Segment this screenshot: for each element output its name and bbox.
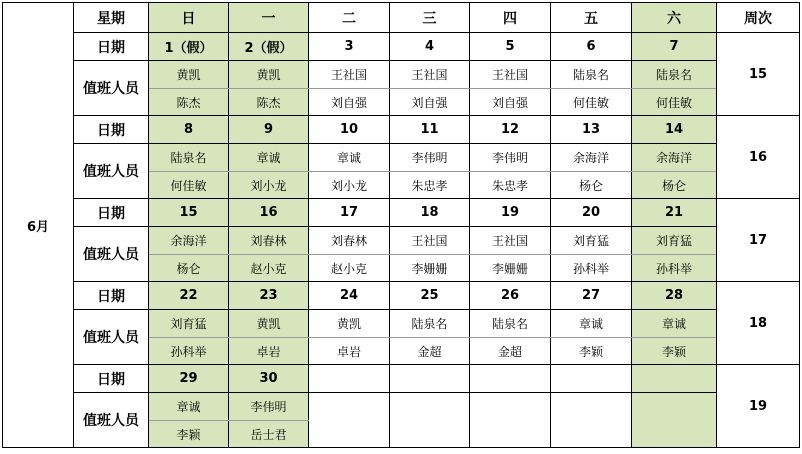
- day-header-thu: 四: [470, 3, 551, 33]
- date-cell-fri: 6: [551, 33, 632, 61]
- duty-row-label: 值班人员: [74, 144, 149, 199]
- duty-person-cell: 王社国: [470, 61, 551, 89]
- duty-person-cell: [309, 393, 390, 421]
- day-header-tue: 二: [309, 3, 390, 33]
- duty-person-cell: 孙科举: [149, 338, 229, 365]
- date-row: [3, 282, 800, 310]
- duty-person-cell: 章诚: [632, 310, 717, 338]
- date-cell-thu: 26: [470, 282, 551, 310]
- duty-person-cell: 刘自强: [470, 89, 551, 116]
- date-cell-thu: [470, 365, 551, 393]
- date-cell-sun: 1（假）: [149, 33, 229, 61]
- duty-person-cell: 余海洋: [149, 227, 229, 255]
- duty-person-cell: 李姗姗: [390, 255, 470, 282]
- day-header-mon: 一: [229, 3, 309, 33]
- duty-person-cell: [390, 393, 470, 421]
- date-cell-tue: 24: [309, 282, 390, 310]
- duty-person-cell: 朱忠孝: [470, 172, 551, 199]
- duty-person-cell: 陆泉名: [390, 310, 470, 338]
- duty-person-cell: 李姗姗: [470, 255, 551, 282]
- date-cell-thu: 5: [470, 33, 551, 61]
- duty-person-cell: 李颖: [149, 421, 229, 448]
- duty-person-cell: 刘春林: [309, 227, 390, 255]
- duty-person-cell: 黄凯: [149, 61, 229, 89]
- duty-roster-table: [2, 2, 800, 448]
- duty-person-cell: 陆泉名: [149, 144, 229, 172]
- date-cell-tue: [309, 365, 390, 393]
- duty-person-cell: 何佳敏: [149, 172, 229, 199]
- date-cell-fri: 13: [551, 116, 632, 144]
- duty-person-cell: 王社国: [390, 227, 470, 255]
- date-cell-mon: 16: [229, 199, 309, 227]
- date-cell-fri: 20: [551, 199, 632, 227]
- duty-person-cell: 陆泉名: [632, 61, 717, 89]
- duty-person-cell: 李颖: [632, 338, 717, 365]
- date-cell-thu: 12: [470, 116, 551, 144]
- duty-person-cell: 孙科举: [632, 255, 717, 282]
- date-cell-mon: 23: [229, 282, 309, 310]
- duty-row: [3, 393, 800, 421]
- duty-person-cell: 何佳敏: [551, 89, 632, 116]
- duty-person-cell: 何佳敏: [632, 89, 717, 116]
- date-cell-sun: 29: [149, 365, 229, 393]
- date-row-label: 日期: [74, 33, 149, 61]
- month-cell: 6月: [3, 3, 74, 448]
- duty-person-cell: 金超: [390, 338, 470, 365]
- duty-person-cell: 岳士君: [229, 421, 309, 448]
- duty-person-cell: 刘小龙: [229, 172, 309, 199]
- date-cell-wed: 25: [390, 282, 470, 310]
- date-cell-mon: 9: [229, 116, 309, 144]
- duty-person-cell: [470, 393, 551, 421]
- duty-person-cell: 李颖: [551, 338, 632, 365]
- duty-person-cell: [551, 393, 632, 421]
- duty-row-label: 值班人员: [74, 227, 149, 282]
- date-row-label: 日期: [74, 365, 149, 393]
- duty-person-cell: 李伟明: [390, 144, 470, 172]
- duty-row-label: 值班人员: [74, 61, 149, 116]
- duty-person-cell: 杨仑: [632, 172, 717, 199]
- duty-person-cell: [470, 421, 551, 448]
- duty-person-cell: 陆泉名: [551, 61, 632, 89]
- duty-person-cell: 赵小克: [229, 255, 309, 282]
- date-row: [3, 365, 800, 393]
- duty-person-cell: 刘春林: [229, 227, 309, 255]
- duty-person-cell: 刘自强: [390, 89, 470, 116]
- week-number-cell: 15: [717, 33, 800, 116]
- date-row-label: 日期: [74, 116, 149, 144]
- date-cell-sat: 28: [632, 282, 717, 310]
- date-cell-sat: [632, 365, 717, 393]
- date-cell-wed: 18: [390, 199, 470, 227]
- date-cell-sun: 8: [149, 116, 229, 144]
- weekday-header: 星期: [74, 3, 149, 33]
- date-row-label: 日期: [74, 199, 149, 227]
- week-number-cell: 16: [717, 116, 800, 199]
- date-cell-fri: [551, 365, 632, 393]
- duty-person-cell: 刘育猛: [149, 310, 229, 338]
- duty-person-cell: 刘自强: [309, 89, 390, 116]
- duty-person-cell: 黄凯: [229, 61, 309, 89]
- duty-person-cell: 王社国: [390, 61, 470, 89]
- duty-person-cell: 朱忠孝: [390, 172, 470, 199]
- duty-person-cell: 赵小克: [309, 255, 390, 282]
- date-cell-tue: 3: [309, 33, 390, 61]
- date-cell-sun: 15: [149, 199, 229, 227]
- date-cell-sat: 21: [632, 199, 717, 227]
- week-number-cell: 17: [717, 199, 800, 282]
- duty-person-cell: [632, 393, 717, 421]
- duty-row: [3, 61, 800, 89]
- duty-person-cell: 刘育猛: [632, 227, 717, 255]
- duty-person-cell: [632, 421, 717, 448]
- duty-person-cell: 章诚: [149, 393, 229, 421]
- week-number-header: 周次: [717, 3, 800, 33]
- duty-row-label: 值班人员: [74, 310, 149, 365]
- day-header-fri: 五: [551, 3, 632, 33]
- date-cell-tue: 10: [309, 116, 390, 144]
- duty-person-cell: 陆泉名: [470, 310, 551, 338]
- date-cell-mon: 30: [229, 365, 309, 393]
- header-row: [3, 3, 800, 33]
- duty-person-cell: 王社国: [470, 227, 551, 255]
- duty-person-cell: 章诚: [551, 310, 632, 338]
- date-cell-fri: 27: [551, 282, 632, 310]
- duty-row-label: 值班人员: [74, 393, 149, 448]
- duty-row: [3, 310, 800, 338]
- duty-person-cell: 卓岩: [229, 338, 309, 365]
- date-cell-sat: 7: [632, 33, 717, 61]
- duty-person-cell: 余海洋: [551, 144, 632, 172]
- duty-person-cell: 刘小龙: [309, 172, 390, 199]
- duty-row: [3, 227, 800, 255]
- duty-person-cell: 黄凯: [229, 310, 309, 338]
- duty-person-cell: 章诚: [229, 144, 309, 172]
- day-header-sun: 日: [149, 3, 229, 33]
- duty-person-cell: 卓岩: [309, 338, 390, 365]
- duty-person-cell: 李伟明: [229, 393, 309, 421]
- roster-body: [3, 3, 800, 448]
- date-cell-wed: 11: [390, 116, 470, 144]
- date-cell-mon: 2（假）: [229, 33, 309, 61]
- week-number-cell: 18: [717, 282, 800, 365]
- duty-person-cell: 杨仑: [149, 255, 229, 282]
- duty-person-cell: 李伟明: [470, 144, 551, 172]
- duty-person-cell: [390, 421, 470, 448]
- duty-person-cell: 刘育猛: [551, 227, 632, 255]
- duty-person-cell: 陈杰: [229, 89, 309, 116]
- date-cell-sat: 14: [632, 116, 717, 144]
- date-cell-wed: 4: [390, 33, 470, 61]
- duty-person-cell: 章诚: [309, 144, 390, 172]
- date-cell-sun: 22: [149, 282, 229, 310]
- duty-person-cell: 金超: [470, 338, 551, 365]
- date-cell-wed: [390, 365, 470, 393]
- date-row: [3, 33, 800, 61]
- duty-person-cell: 黄凯: [309, 310, 390, 338]
- day-header-sat: 六: [632, 3, 717, 33]
- date-row: [3, 199, 800, 227]
- duty-person-cell: [551, 421, 632, 448]
- duty-row: [3, 144, 800, 172]
- date-cell-thu: 19: [470, 199, 551, 227]
- duty-person-cell: [309, 421, 390, 448]
- day-header-wed: 三: [390, 3, 470, 33]
- duty-person-cell: 孙科举: [551, 255, 632, 282]
- date-row-label: 日期: [74, 282, 149, 310]
- duty-person-cell: 陈杰: [149, 89, 229, 116]
- duty-person-cell: 余海洋: [632, 144, 717, 172]
- week-number-cell: 19: [717, 365, 800, 448]
- date-row: [3, 116, 800, 144]
- duty-person-cell: 王社国: [309, 61, 390, 89]
- duty-person-cell: 杨仑: [551, 172, 632, 199]
- date-cell-tue: 17: [309, 199, 390, 227]
